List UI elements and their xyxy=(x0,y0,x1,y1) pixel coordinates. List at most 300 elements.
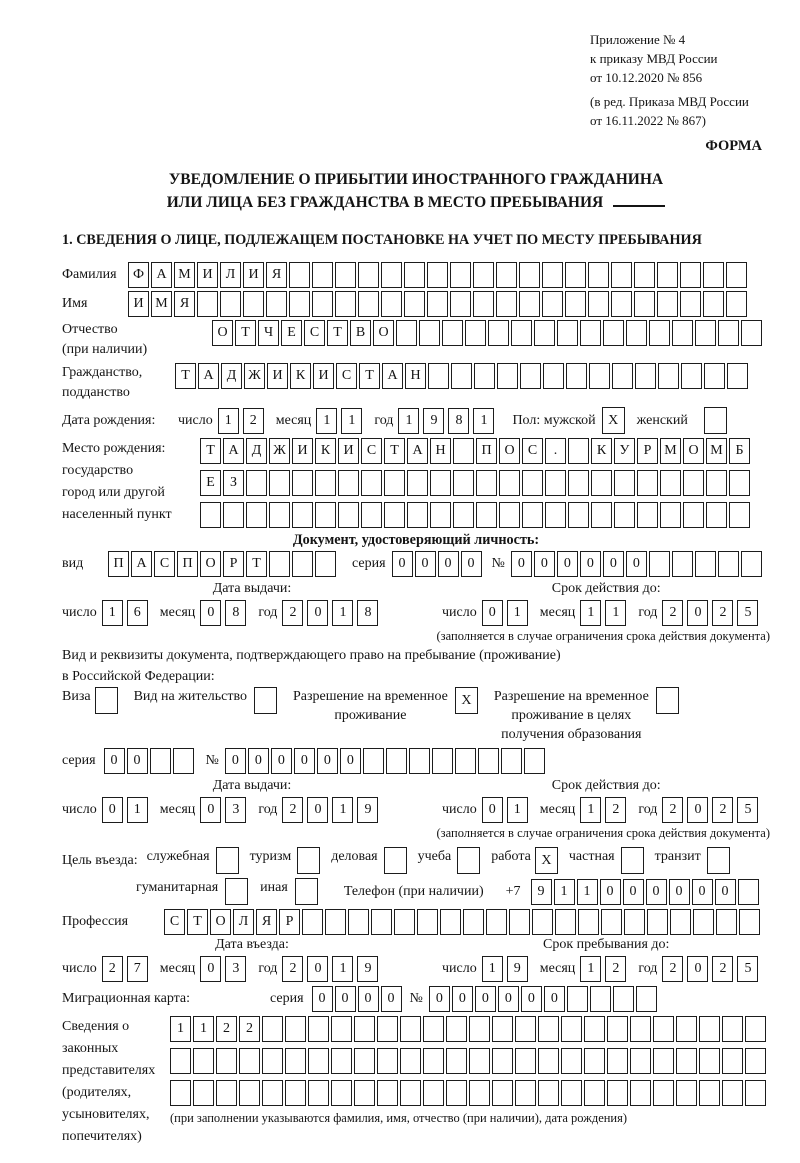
char-cell[interactable] xyxy=(568,438,589,464)
char-cell[interactable]: 0 xyxy=(438,551,459,577)
char-cell[interactable] xyxy=(522,502,543,528)
char-cell[interactable]: 0 xyxy=(200,956,221,982)
char-cell[interactable] xyxy=(706,502,727,528)
char-cell[interactable] xyxy=(653,1016,674,1042)
char-cell[interactable] xyxy=(417,909,438,935)
char-cell[interactable] xyxy=(476,470,497,496)
char-cell[interactable] xyxy=(738,879,759,905)
char-cell[interactable]: 9 xyxy=(357,956,378,982)
char-cell[interactable] xyxy=(492,1080,513,1106)
char-cell[interactable] xyxy=(446,1080,467,1106)
residence-valid-day-cells[interactable] xyxy=(482,797,532,823)
birthplace-row2-cells[interactable] xyxy=(200,470,752,496)
char-cell[interactable]: 2 xyxy=(282,600,303,626)
char-cell[interactable] xyxy=(430,502,451,528)
doc-type-cells[interactable] xyxy=(108,551,338,577)
char-cell[interactable]: Я xyxy=(266,262,287,288)
doc-valid-year-cells[interactable] xyxy=(662,600,762,626)
char-cell[interactable] xyxy=(325,909,346,935)
char-cell[interactable] xyxy=(427,291,448,317)
patronymic-cells[interactable] xyxy=(212,320,764,346)
char-cell[interactable] xyxy=(532,909,553,935)
char-cell[interactable] xyxy=(672,551,693,577)
char-cell[interactable] xyxy=(630,1080,651,1106)
char-cell[interactable] xyxy=(442,320,463,346)
doc-issue-month-cells[interactable] xyxy=(200,600,250,626)
char-cell[interactable]: А xyxy=(223,438,244,464)
char-cell[interactable] xyxy=(200,502,221,528)
char-cell[interactable]: 8 xyxy=(357,600,378,626)
char-cell[interactable]: 2 xyxy=(282,797,303,823)
char-cell[interactable]: О xyxy=(212,320,233,346)
char-cell[interactable]: С xyxy=(522,438,543,464)
char-cell[interactable]: Т xyxy=(246,551,267,577)
char-cell[interactable]: 9 xyxy=(423,408,444,434)
char-cell[interactable]: 0 xyxy=(358,986,379,1012)
char-cell[interactable]: Ж xyxy=(244,363,265,389)
char-cell[interactable] xyxy=(522,470,543,496)
char-cell[interactable] xyxy=(656,687,679,714)
char-cell[interactable] xyxy=(499,470,520,496)
char-cell[interactable]: С xyxy=(361,438,382,464)
char-cell[interactable]: Б xyxy=(729,438,750,464)
char-cell[interactable]: 0 xyxy=(248,748,269,774)
char-cell[interactable] xyxy=(716,909,737,935)
char-cell[interactable] xyxy=(680,262,701,288)
doc-issue-day-cells[interactable] xyxy=(102,600,152,626)
char-cell[interactable] xyxy=(511,320,532,346)
char-cell[interactable]: Ф xyxy=(128,262,149,288)
char-cell[interactable]: 2 xyxy=(662,956,683,982)
char-cell[interactable]: 0 xyxy=(381,986,402,1012)
char-cell[interactable] xyxy=(492,1016,513,1042)
char-cell[interactable]: П xyxy=(108,551,129,577)
temp-residence-education-checkbox[interactable] xyxy=(656,687,681,714)
purpose-other-checkbox[interactable] xyxy=(295,878,320,905)
char-cell[interactable] xyxy=(611,262,632,288)
char-cell[interactable] xyxy=(446,1048,467,1074)
purpose-transit-checkbox[interactable] xyxy=(707,847,732,874)
char-cell[interactable] xyxy=(419,320,440,346)
char-cell[interactable]: 1 xyxy=(193,1016,214,1042)
char-cell[interactable] xyxy=(621,847,644,874)
char-cell[interactable] xyxy=(681,363,702,389)
char-cell[interactable]: 1 xyxy=(577,879,598,905)
char-cell[interactable]: 3 xyxy=(225,797,246,823)
doc-seriya-cells[interactable] xyxy=(392,551,484,577)
char-cell[interactable] xyxy=(603,320,624,346)
char-cell[interactable] xyxy=(384,470,405,496)
char-cell[interactable]: 1 xyxy=(170,1016,191,1042)
char-cell[interactable] xyxy=(637,470,658,496)
char-cell[interactable] xyxy=(683,470,704,496)
char-cell[interactable] xyxy=(308,1080,329,1106)
char-cell[interactable] xyxy=(658,363,679,389)
char-cell[interactable]: 0 xyxy=(687,600,708,626)
char-cell[interactable] xyxy=(457,847,480,874)
char-cell[interactable]: А xyxy=(151,262,172,288)
char-cell[interactable]: И xyxy=(292,438,313,464)
char-cell[interactable] xyxy=(216,1048,237,1074)
char-cell[interactable]: 0 xyxy=(603,551,624,577)
char-cell[interactable]: Е xyxy=(281,320,302,346)
char-cell[interactable] xyxy=(354,1016,375,1042)
residence-permit-checkbox[interactable] xyxy=(254,687,279,714)
char-cell[interactable]: 2 xyxy=(216,1016,237,1042)
char-cell[interactable] xyxy=(400,1048,421,1074)
char-cell[interactable] xyxy=(216,847,239,874)
char-cell[interactable] xyxy=(384,847,407,874)
char-cell[interactable] xyxy=(315,502,336,528)
char-cell[interactable]: 3 xyxy=(225,956,246,982)
char-cell[interactable]: 0 xyxy=(127,748,148,774)
char-cell[interactable]: И xyxy=(313,363,334,389)
char-cell[interactable]: 1 xyxy=(341,408,362,434)
char-cell[interactable] xyxy=(589,363,610,389)
char-cell[interactable]: 0 xyxy=(600,879,621,905)
char-cell[interactable] xyxy=(363,748,384,774)
char-cell[interactable] xyxy=(538,1048,559,1074)
char-cell[interactable]: 1 xyxy=(507,797,528,823)
char-cell[interactable] xyxy=(726,262,747,288)
char-cell[interactable] xyxy=(568,470,589,496)
char-cell[interactable] xyxy=(584,1048,605,1074)
residence-issue-day-cells[interactable] xyxy=(102,797,152,823)
char-cell[interactable] xyxy=(561,1016,582,1042)
birth-year-cells[interactable] xyxy=(398,408,498,434)
char-cell[interactable]: 0 xyxy=(461,551,482,577)
char-cell[interactable] xyxy=(636,986,657,1012)
char-cell[interactable] xyxy=(338,502,359,528)
char-cell[interactable] xyxy=(584,1080,605,1106)
char-cell[interactable] xyxy=(515,1016,536,1042)
stay-day-cells[interactable] xyxy=(482,956,532,982)
char-cell[interactable]: 0 xyxy=(429,986,450,1012)
char-cell[interactable]: X xyxy=(535,847,558,874)
char-cell[interactable] xyxy=(239,1048,260,1074)
char-cell[interactable] xyxy=(565,262,586,288)
char-cell[interactable]: 0 xyxy=(623,879,644,905)
char-cell[interactable]: 0 xyxy=(482,600,503,626)
char-cell[interactable] xyxy=(626,320,647,346)
char-cell[interactable] xyxy=(377,1048,398,1074)
char-cell[interactable]: Е xyxy=(200,470,221,496)
char-cell[interactable] xyxy=(568,502,589,528)
char-cell[interactable]: С xyxy=(154,551,175,577)
char-cell[interactable] xyxy=(496,291,517,317)
char-cell[interactable] xyxy=(630,1016,651,1042)
char-cell[interactable]: 5 xyxy=(737,956,758,982)
char-cell[interactable]: 8 xyxy=(448,408,469,434)
char-cell[interactable]: С xyxy=(304,320,325,346)
char-cell[interactable]: 5 xyxy=(737,600,758,626)
char-cell[interactable] xyxy=(534,320,555,346)
char-cell[interactable] xyxy=(432,748,453,774)
char-cell[interactable] xyxy=(396,320,417,346)
char-cell[interactable] xyxy=(653,1080,674,1106)
char-cell[interactable]: Ч xyxy=(258,320,279,346)
char-cell[interactable] xyxy=(453,502,474,528)
char-cell[interactable] xyxy=(613,986,634,1012)
char-cell[interactable] xyxy=(292,470,313,496)
char-cell[interactable] xyxy=(463,909,484,935)
char-cell[interactable]: 2 xyxy=(282,956,303,982)
char-cell[interactable] xyxy=(745,1016,766,1042)
char-cell[interactable]: Я xyxy=(174,291,195,317)
char-cell[interactable]: Т xyxy=(359,363,380,389)
char-cell[interactable]: 0 xyxy=(475,986,496,1012)
char-cell[interactable]: А xyxy=(382,363,403,389)
char-cell[interactable] xyxy=(469,1016,490,1042)
phone-cells[interactable] xyxy=(531,879,761,905)
char-cell[interactable]: 5 xyxy=(737,797,758,823)
birth-day-cells[interactable] xyxy=(218,408,268,434)
char-cell[interactable]: 1 xyxy=(507,600,528,626)
char-cell[interactable] xyxy=(637,502,658,528)
char-cell[interactable] xyxy=(519,291,540,317)
char-cell[interactable] xyxy=(676,1048,697,1074)
char-cell[interactable]: О xyxy=(200,551,221,577)
char-cell[interactable]: 0 xyxy=(317,748,338,774)
char-cell[interactable]: 2 xyxy=(239,1016,260,1042)
doc-issue-year-cells[interactable] xyxy=(282,600,382,626)
char-cell[interactable] xyxy=(478,748,499,774)
char-cell[interactable] xyxy=(601,909,622,935)
purpose-work-checkbox[interactable] xyxy=(535,847,560,874)
char-cell[interactable] xyxy=(386,748,407,774)
char-cell[interactable] xyxy=(246,502,267,528)
char-cell[interactable]: И xyxy=(128,291,149,317)
char-cell[interactable]: А xyxy=(131,551,152,577)
char-cell[interactable]: А xyxy=(198,363,219,389)
char-cell[interactable]: И xyxy=(267,363,288,389)
char-cell[interactable]: 2 xyxy=(662,600,683,626)
char-cell[interactable] xyxy=(630,1048,651,1074)
char-cell[interactable] xyxy=(315,551,336,577)
char-cell[interactable] xyxy=(371,909,392,935)
char-cell[interactable]: Т xyxy=(327,320,348,346)
char-cell[interactable] xyxy=(423,1016,444,1042)
char-cell[interactable] xyxy=(173,748,194,774)
char-cell[interactable]: 0 xyxy=(557,551,578,577)
char-cell[interactable]: О xyxy=(683,438,704,464)
char-cell[interactable] xyxy=(561,1080,582,1106)
char-cell[interactable] xyxy=(308,1048,329,1074)
char-cell[interactable]: 6 xyxy=(127,600,148,626)
char-cell[interactable]: 7 xyxy=(127,956,148,982)
char-cell[interactable] xyxy=(469,1048,490,1074)
char-cell[interactable] xyxy=(262,1080,283,1106)
char-cell[interactable] xyxy=(703,262,724,288)
migration-seriya-cells[interactable] xyxy=(312,986,404,1012)
char-cell[interactable]: 0 xyxy=(626,551,647,577)
char-cell[interactable] xyxy=(361,470,382,496)
char-cell[interactable]: 0 xyxy=(312,986,333,1012)
char-cell[interactable] xyxy=(509,909,530,935)
char-cell[interactable] xyxy=(578,909,599,935)
char-cell[interactable]: У xyxy=(614,438,635,464)
temp-residence-checkbox[interactable] xyxy=(455,687,480,714)
char-cell[interactable]: 2 xyxy=(605,956,626,982)
char-cell[interactable] xyxy=(557,320,578,346)
char-cell[interactable]: . xyxy=(545,438,566,464)
char-cell[interactable]: 1 xyxy=(473,408,494,434)
char-cell[interactable]: 1 xyxy=(580,600,601,626)
doc-valid-day-cells[interactable] xyxy=(482,600,532,626)
char-cell[interactable]: 0 xyxy=(692,879,713,905)
char-cell[interactable] xyxy=(488,320,509,346)
char-cell[interactable] xyxy=(699,1048,720,1074)
char-cell[interactable] xyxy=(338,470,359,496)
char-cell[interactable] xyxy=(739,909,760,935)
char-cell[interactable] xyxy=(660,502,681,528)
char-cell[interactable] xyxy=(718,551,739,577)
char-cell[interactable] xyxy=(409,748,430,774)
char-cell[interactable]: X xyxy=(602,407,625,434)
char-cell[interactable]: 2 xyxy=(662,797,683,823)
char-cell[interactable]: Н xyxy=(405,363,426,389)
char-cell[interactable]: 0 xyxy=(307,956,328,982)
char-cell[interactable] xyxy=(590,986,611,1012)
entry-year-cells[interactable] xyxy=(282,956,382,982)
char-cell[interactable] xyxy=(515,1048,536,1074)
char-cell[interactable] xyxy=(726,291,747,317)
char-cell[interactable] xyxy=(225,878,248,905)
char-cell[interactable]: Л xyxy=(233,909,254,935)
char-cell[interactable]: 0 xyxy=(544,986,565,1012)
char-cell[interactable] xyxy=(611,291,632,317)
char-cell[interactable] xyxy=(538,1016,559,1042)
char-cell[interactable] xyxy=(561,1048,582,1074)
char-cell[interactable] xyxy=(285,1080,306,1106)
char-cell[interactable] xyxy=(565,291,586,317)
char-cell[interactable]: Ж xyxy=(269,438,290,464)
char-cell[interactable]: Л xyxy=(220,262,241,288)
char-cell[interactable]: П xyxy=(177,551,198,577)
char-cell[interactable] xyxy=(635,363,656,389)
char-cell[interactable]: 0 xyxy=(511,551,532,577)
char-cell[interactable] xyxy=(384,502,405,528)
char-cell[interactable]: 2 xyxy=(605,797,626,823)
char-cell[interactable] xyxy=(331,1048,352,1074)
char-cell[interactable]: 0 xyxy=(340,748,361,774)
char-cell[interactable]: 0 xyxy=(307,600,328,626)
char-cell[interactable] xyxy=(295,878,318,905)
char-cell[interactable]: 0 xyxy=(102,797,123,823)
char-cell[interactable] xyxy=(193,1080,214,1106)
char-cell[interactable]: 0 xyxy=(271,748,292,774)
char-cell[interactable] xyxy=(308,1016,329,1042)
char-cell[interactable] xyxy=(269,470,290,496)
char-cell[interactable]: 0 xyxy=(498,986,519,1012)
char-cell[interactable] xyxy=(223,502,244,528)
char-cell[interactable] xyxy=(634,262,655,288)
char-cell[interactable] xyxy=(381,262,402,288)
char-cell[interactable]: 0 xyxy=(335,986,356,1012)
char-cell[interactable] xyxy=(657,262,678,288)
char-cell[interactable] xyxy=(729,502,750,528)
char-cell[interactable]: 1 xyxy=(332,600,353,626)
purpose-commercial-checkbox[interactable] xyxy=(384,847,409,874)
char-cell[interactable] xyxy=(722,1016,743,1042)
char-cell[interactable]: 1 xyxy=(580,797,601,823)
char-cell[interactable]: X xyxy=(455,687,478,714)
char-cell[interactable] xyxy=(453,438,474,464)
char-cell[interactable] xyxy=(693,909,714,935)
char-cell[interactable]: 1 xyxy=(554,879,575,905)
char-cell[interactable]: 0 xyxy=(646,879,667,905)
char-cell[interactable] xyxy=(407,502,428,528)
char-cell[interactable]: Т xyxy=(235,320,256,346)
char-cell[interactable] xyxy=(312,291,333,317)
char-cell[interactable] xyxy=(423,1048,444,1074)
char-cell[interactable] xyxy=(266,291,287,317)
char-cell[interactable] xyxy=(566,363,587,389)
char-cell[interactable] xyxy=(699,1080,720,1106)
char-cell[interactable] xyxy=(404,262,425,288)
representatives-row3-cells[interactable] xyxy=(170,1080,768,1106)
char-cell[interactable]: О xyxy=(373,320,394,346)
char-cell[interactable] xyxy=(614,470,635,496)
char-cell[interactable] xyxy=(427,262,448,288)
char-cell[interactable] xyxy=(269,502,290,528)
char-cell[interactable]: 1 xyxy=(218,408,239,434)
char-cell[interactable]: 0 xyxy=(482,797,503,823)
char-cell[interactable] xyxy=(660,470,681,496)
representatives-row2-cells[interactable] xyxy=(170,1048,768,1074)
char-cell[interactable] xyxy=(588,262,609,288)
char-cell[interactable]: И xyxy=(197,262,218,288)
char-cell[interactable] xyxy=(465,320,486,346)
char-cell[interactable] xyxy=(538,1080,559,1106)
char-cell[interactable] xyxy=(269,551,290,577)
char-cell[interactable] xyxy=(331,1016,352,1042)
char-cell[interactable]: В xyxy=(350,320,371,346)
sex-male-checkbox[interactable] xyxy=(602,407,627,434)
char-cell[interactable] xyxy=(381,291,402,317)
char-cell[interactable]: 0 xyxy=(687,797,708,823)
char-cell[interactable] xyxy=(542,262,563,288)
char-cell[interactable] xyxy=(446,1016,467,1042)
char-cell[interactable] xyxy=(614,502,635,528)
char-cell[interactable]: 0 xyxy=(580,551,601,577)
char-cell[interactable]: 2 xyxy=(712,956,733,982)
char-cell[interactable]: Н xyxy=(430,438,451,464)
char-cell[interactable] xyxy=(524,748,545,774)
char-cell[interactable] xyxy=(612,363,633,389)
doc-nomer-cells[interactable] xyxy=(511,551,764,577)
char-cell[interactable] xyxy=(335,291,356,317)
char-cell[interactable]: 2 xyxy=(102,956,123,982)
char-cell[interactable]: И xyxy=(338,438,359,464)
char-cell[interactable]: 0 xyxy=(200,797,221,823)
char-cell[interactable]: 2 xyxy=(712,797,733,823)
char-cell[interactable]: 1 xyxy=(482,956,503,982)
char-cell[interactable]: М xyxy=(660,438,681,464)
char-cell[interactable] xyxy=(683,502,704,528)
char-cell[interactable] xyxy=(545,502,566,528)
char-cell[interactable]: 1 xyxy=(605,600,626,626)
char-cell[interactable] xyxy=(358,262,379,288)
char-cell[interactable] xyxy=(170,1048,191,1074)
purpose-tourism-checkbox[interactable] xyxy=(297,847,322,874)
char-cell[interactable] xyxy=(567,986,588,1012)
char-cell[interactable]: 1 xyxy=(102,600,123,626)
char-cell[interactable]: 0 xyxy=(392,551,413,577)
char-cell[interactable] xyxy=(492,1048,513,1074)
char-cell[interactable]: 9 xyxy=(357,797,378,823)
char-cell[interactable] xyxy=(292,551,313,577)
